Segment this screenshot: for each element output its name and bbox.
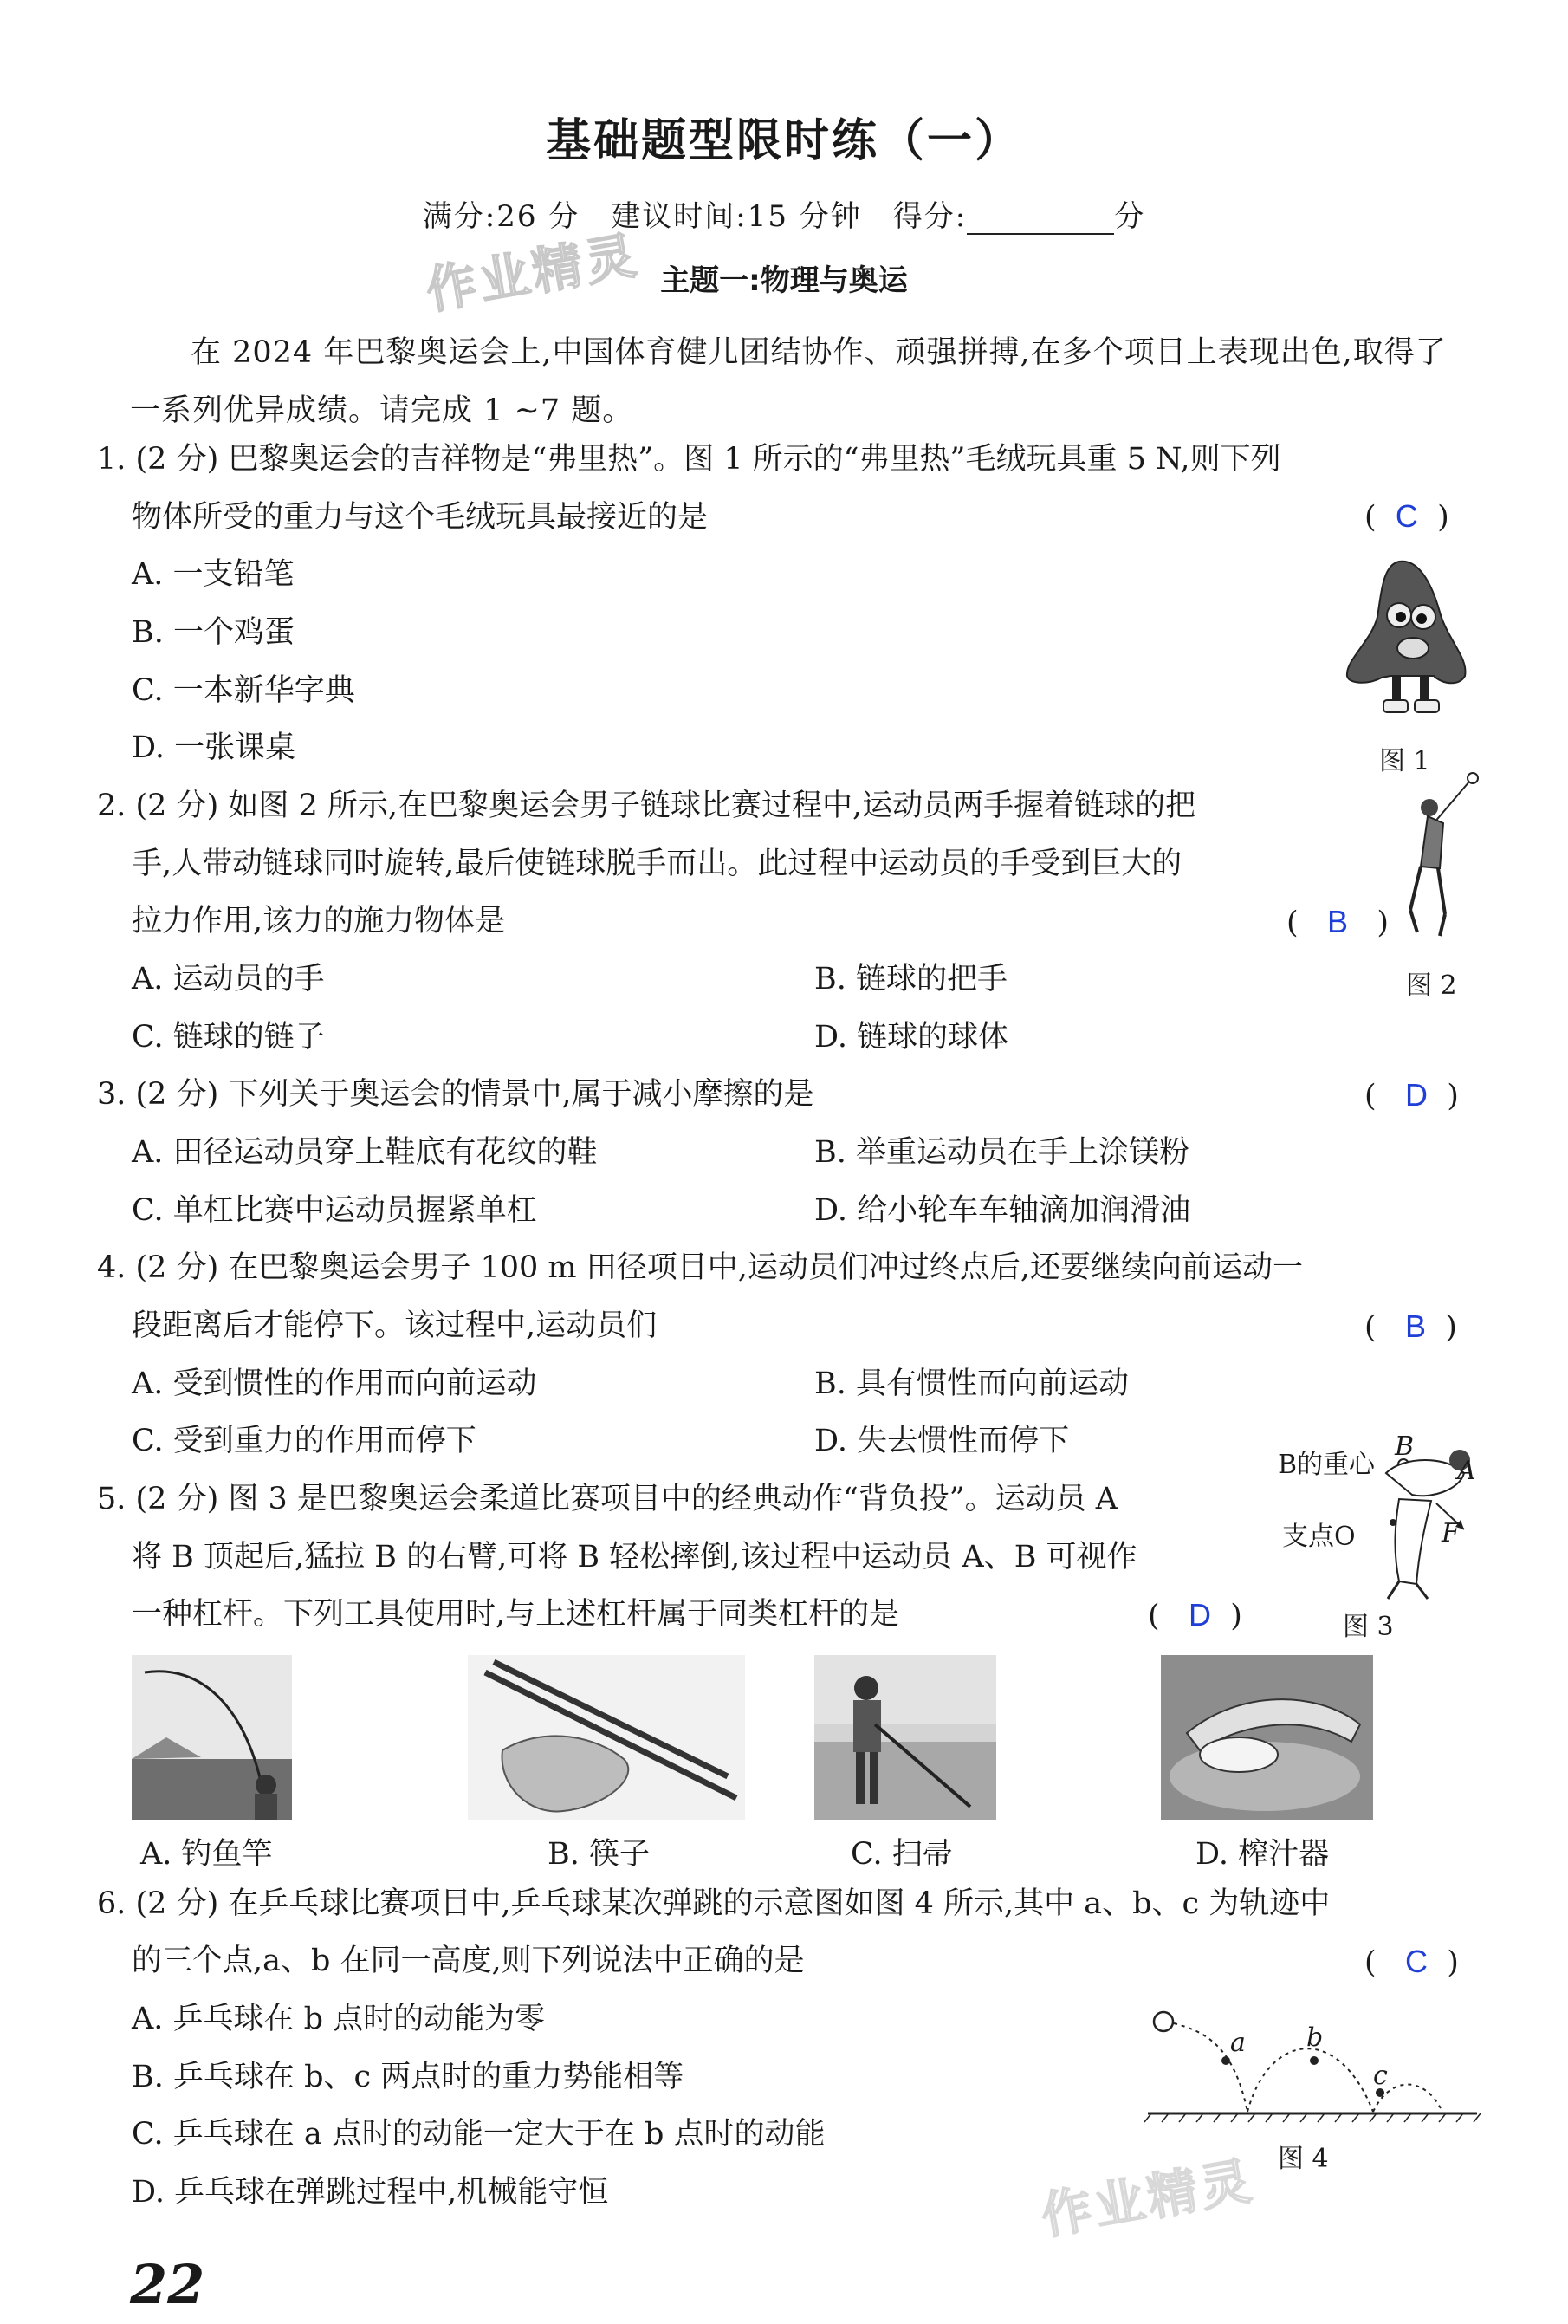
figure-1-caption: 图 1 (1379, 746, 1430, 776)
q2-answer: B (1327, 904, 1349, 939)
fig3-a-label: A (1457, 1456, 1476, 1486)
juicer-photo (1161, 1655, 1373, 1820)
q3-answer: D (1405, 1077, 1429, 1113)
q6-answer: C (1405, 1944, 1429, 1979)
q1-option-c: C. 一本新华字典 (132, 673, 355, 708)
figure-2-caption: 图 2 (1406, 970, 1457, 1001)
q1-line2: 物体所受的重力与这个毛绒玩具最接近的是 (132, 500, 709, 535)
score-blank[interactable] (967, 205, 1114, 235)
point-c-label: c (1373, 2061, 1388, 2091)
intro-paragraph: 在 2024 年巴黎奥运会上,中国体育健儿团结协作、顽强拼搏,在多个项目上表现出色,取得了一系列优异成绩。请完成 1 ~7 题。 (130, 335, 1447, 428)
q6-option-a: A. 乒乓球在 b 点时的动能为零 (132, 2002, 546, 2036)
q4-option-b: B. 具有惯性而向前运动 (814, 1366, 1129, 1401)
q4-line2: 段距离后才能停下。该过程中,运动员们 (132, 1308, 658, 1343)
q6-line1: 6. (2 分) 在乒乓球比赛项目中,乒乓球某次弹跳的示意图如图 4 所示,其中 a、b、c 为轨迹中 (97, 1886, 1331, 1921)
figure-3-caption: 图 3 (1343, 1612, 1394, 1642)
q3-option-b: B. 举重运动员在手上涂镁粉 (814, 1135, 1189, 1170)
q1-line1: 1. (2 分) 巴黎奥运会的吉祥物是“弗里热”。图 1 所示的“弗里热”毛绒玩具重 5 N,则下列 (97, 442, 1281, 477)
q2-option-d: D. 链球的球体 (814, 1020, 1009, 1055)
q6-answer-bracket: ( C ) (1364, 1944, 1459, 1980)
q2-line3: 拉力作用,该力的施力物体是 (132, 904, 506, 938)
q5-line3: 一种杠杆。下列工具使用时,与上述杠杆属于同类杠杆的是 (132, 1597, 900, 1632)
q5-line1: 5. (2 分) 图 3 是巴黎奥运会柔道比赛项目中的经典动作“背负投”。运动员 A (97, 1482, 1118, 1516)
q5-option-c: C. 扫帚 (851, 1837, 953, 1872)
q1-option-d: D. 一张课桌 (132, 730, 296, 765)
mascot-figure (1338, 555, 1477, 728)
q3-option-d: D. 给小轮车车轴滴加润滑油 (814, 1193, 1191, 1228)
fig3-f-label: F (1442, 1518, 1460, 1548)
chopsticks-photo (468, 1655, 745, 1820)
score-unit: 分 (1114, 199, 1146, 234)
q5-line2: 将 B 顶起后,猛拉 B 的右臂,可将 B 轻松摔倒,该过程中运动员 A、B 可视作 (132, 1540, 1137, 1574)
q4-option-a: A. 受到惯性的作用而向前运动 (132, 1366, 537, 1401)
q2-line1: 2. (2 分) 如图 2 所示,在巴黎奥运会男子链球比赛过程中,运动员两手握着链球的把 (97, 789, 1196, 823)
q1-option-a: A. 一支铅笔 (132, 557, 295, 592)
q2-option-b: B. 链球的把手 (814, 962, 1008, 996)
q6-option-b: B. 乒乓球在 b、c 两点时的重力势能相等 (132, 2060, 684, 2094)
q5-option-d: D. 榨汁器 (1195, 1837, 1330, 1872)
point-b-label: b (1306, 2022, 1324, 2053)
q2-option-c: C. 链球的链子 (132, 1020, 325, 1055)
q6-option-d: D. 乒乓球在弹跳过程中,机械能守恒 (132, 2175, 609, 2210)
page-number: 22 (130, 2253, 205, 2316)
watermark-bottom: 作业精灵 (1036, 2150, 1259, 2246)
figure-4-caption: 图 4 (1278, 2144, 1329, 2174)
ping-pong-figure (1139, 1997, 1486, 2127)
q5-answer-bracket: ( D ) (1148, 1597, 1242, 1633)
judo-figure (1351, 1421, 1481, 1603)
q6-line2: 的三个点,a、b 在同一高度,则下列说法中正确的是 (132, 1944, 805, 1978)
q4-option-c: C. 受到重力的作用而停下 (132, 1424, 476, 1458)
q1-option-b: B. 一个鸡蛋 (132, 615, 295, 650)
watermark: 作业精灵 (421, 224, 644, 321)
q2-answer-bracket: ( B ) (1286, 904, 1390, 940)
topic-heading: 主题一:物理与奥运 (660, 263, 908, 298)
fishing-rod-photo (132, 1655, 292, 1820)
q5-option-a: A. 钓鱼竿 (140, 1837, 273, 1872)
point-a-label: a (1230, 2028, 1246, 2058)
q6-option-c: C. 乒乓球在 a 点时的动能一定大于在 b 点时的动能 (132, 2117, 826, 2152)
fig3-fulcrum-label: 支点O (1282, 1522, 1356, 1552)
q4-option-d: D. 失去惯性而停下 (814, 1424, 1070, 1458)
fig3-center-label: B的重心 (1278, 1450, 1376, 1480)
hammer-throw-figure (1395, 771, 1481, 945)
fig3-b-label: B (1395, 1431, 1415, 1462)
q3-option-c: C. 单杠比赛中运动员握紧单杠 (132, 1193, 537, 1228)
q4-answer-bracket: ( B ) (1364, 1308, 1457, 1345)
q5-answer: D (1189, 1597, 1212, 1633)
score-info-text: 满分:26 分 建议时间:15 分钟 得分: (422, 199, 968, 234)
q3-answer-bracket: ( D ) (1364, 1077, 1459, 1113)
q3-option-a: A. 田径运动员穿上鞋底有花纹的鞋 (132, 1135, 598, 1170)
q1-answer-bracket: ( C ) (1364, 498, 1449, 535)
score-info (0, 192, 1568, 235)
q5-option-b: B. 筷子 (548, 1837, 650, 1872)
broom-photo (814, 1655, 996, 1820)
q2-option-a: A. 运动员的手 (132, 962, 325, 996)
page-title: 基础题型限时练（一） (545, 115, 1022, 167)
q4-answer: B (1405, 1308, 1427, 1344)
q3-line1: 3. (2 分) 下列关于奥运会的情景中,属于减小摩擦的是 (97, 1077, 814, 1112)
q4-line1: 4. (2 分) 在巴黎奥运会男子 100 m 田径项目中,运动员们冲过终点后,还要继续向前运动一 (97, 1250, 1303, 1285)
q2-line2: 手,人带动链球同时旋转,最后使链球脱手而出。此过程中运动员的手受到巨大的 (132, 847, 1182, 881)
q1-answer: C (1395, 498, 1418, 534)
